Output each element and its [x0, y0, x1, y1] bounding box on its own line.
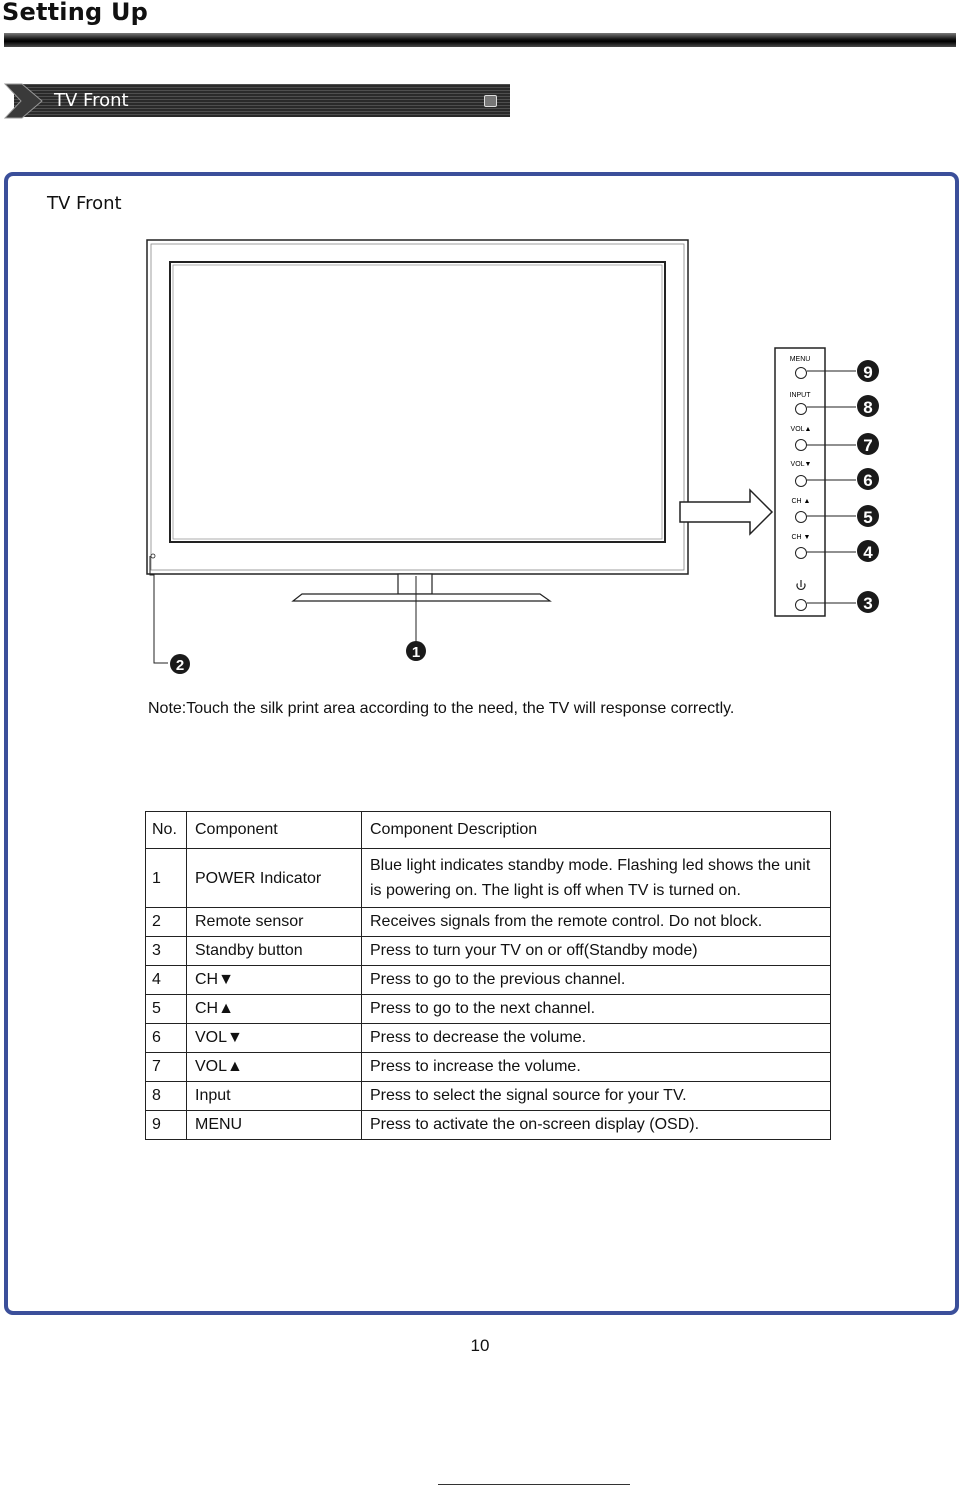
note-text: Note:Touch the silk print area according to the need, the TV will response correctly.: [148, 700, 735, 717]
cell-component: Standby button: [187, 937, 362, 966]
cell-no: 3: [146, 937, 187, 966]
table-row: [146, 1082, 831, 1111]
panel-button-ch-down: [796, 548, 807, 559]
cell-component: Input: [187, 1082, 362, 1111]
section-label: TV Front: [54, 90, 129, 111]
cell-component: CH▼: [187, 966, 362, 995]
callout-7: [857, 433, 879, 455]
footer-rule: [438, 1484, 630, 1485]
cell-component: VOL▲: [187, 1053, 362, 1082]
callout-5: [857, 505, 879, 527]
callout-1: [406, 641, 426, 661]
table-row: [146, 1111, 831, 1140]
cell-no: 6: [146, 1024, 187, 1053]
cell-description: Press to go to the previous channel.: [362, 966, 831, 995]
panel-button-power: [796, 600, 807, 611]
callout-8: [857, 395, 879, 417]
panel-label-vol-down: VOL▼: [790, 461, 812, 468]
cell-no: 7: [146, 1053, 187, 1082]
table-row: [146, 1024, 831, 1053]
table-row: [146, 937, 831, 966]
table-header-row: [146, 812, 831, 849]
tv-front-diagram: [0, 0, 960, 690]
table-row: [146, 995, 831, 1024]
callout-9: [857, 360, 879, 382]
panel-label-ch-down: CH ▼: [791, 534, 811, 541]
cell-component: Remote sensor: [187, 908, 362, 937]
cell-description: Receives signals from the remote control. Do not block.: [362, 908, 831, 937]
cell-component: POWER Indicator: [187, 849, 362, 908]
cell-description: Press to activate the on-screen display (OSD).: [362, 1111, 831, 1140]
callout-3: [857, 591, 879, 613]
table-row: [146, 908, 831, 937]
column-header-component: Component: [187, 812, 362, 849]
panel-button-vol-up: [796, 440, 807, 451]
cell-description: Blue light indicates standby mode. Flashing led shows the unit is powering on. The light is off when TV is turned on.: [362, 849, 831, 908]
panel-label-input: INPUT: [789, 392, 811, 399]
column-header-description: Component Description: [362, 812, 831, 849]
cell-description: Press to increase the volume.: [362, 1053, 831, 1082]
cell-no: 8: [146, 1082, 187, 1111]
svg-text:6: 6: [863, 471, 873, 490]
svg-text:2: 2: [175, 657, 185, 674]
cell-no: 4: [146, 966, 187, 995]
cell-no: 1: [146, 849, 187, 908]
cell-description: Press to select the signal source for your TV.: [362, 1082, 831, 1111]
cell-description: Press to go to the next channel.: [362, 995, 831, 1024]
cell-no: 5: [146, 995, 187, 1024]
cell-no: 9: [146, 1111, 187, 1140]
cell-component: MENU: [187, 1111, 362, 1140]
arrow-right-icon: [680, 490, 772, 534]
page-title: Setting Up: [2, 0, 149, 26]
table-row: [146, 849, 831, 908]
cell-component: CH▲: [187, 995, 362, 1024]
component-table: [145, 811, 831, 1140]
panel-button-ch-up: [796, 512, 807, 523]
cell-description: Press to turn your TV on or off(Standby mode): [362, 937, 831, 966]
svg-text:5: 5: [863, 508, 873, 527]
cell-no: 2: [146, 908, 187, 937]
tv-screen: [170, 262, 665, 542]
tv-stand-neck: [398, 574, 432, 594]
page-number: 10: [470, 1336, 490, 1355]
table-row: [146, 1053, 831, 1082]
svg-text:4: 4: [863, 543, 873, 562]
panel-button-vol-down: [796, 476, 807, 487]
callout-6: [857, 468, 879, 490]
svg-text:3: 3: [863, 594, 873, 613]
svg-text:1: 1: [411, 644, 421, 661]
svg-text:7: 7: [863, 436, 873, 455]
column-header-no: No.: [146, 812, 187, 849]
callout-2: [170, 654, 190, 674]
panel-label-ch-up: CH ▲: [791, 498, 811, 505]
cell-component: VOL▼: [187, 1024, 362, 1053]
callout-4: [857, 540, 879, 562]
panel-button-input: [796, 404, 807, 415]
tv-stand-base: [293, 594, 550, 601]
svg-text:9: 9: [863, 363, 873, 382]
svg-text:8: 8: [863, 398, 873, 417]
table-row: [146, 966, 831, 995]
panel-label-menu: MENU: [789, 356, 811, 363]
panel-button-menu: [796, 368, 807, 379]
box-heading: TV Front: [47, 193, 122, 214]
panel-label-vol-up: VOL▲: [790, 426, 812, 433]
cell-description: Press to decrease the volume.: [362, 1024, 831, 1053]
